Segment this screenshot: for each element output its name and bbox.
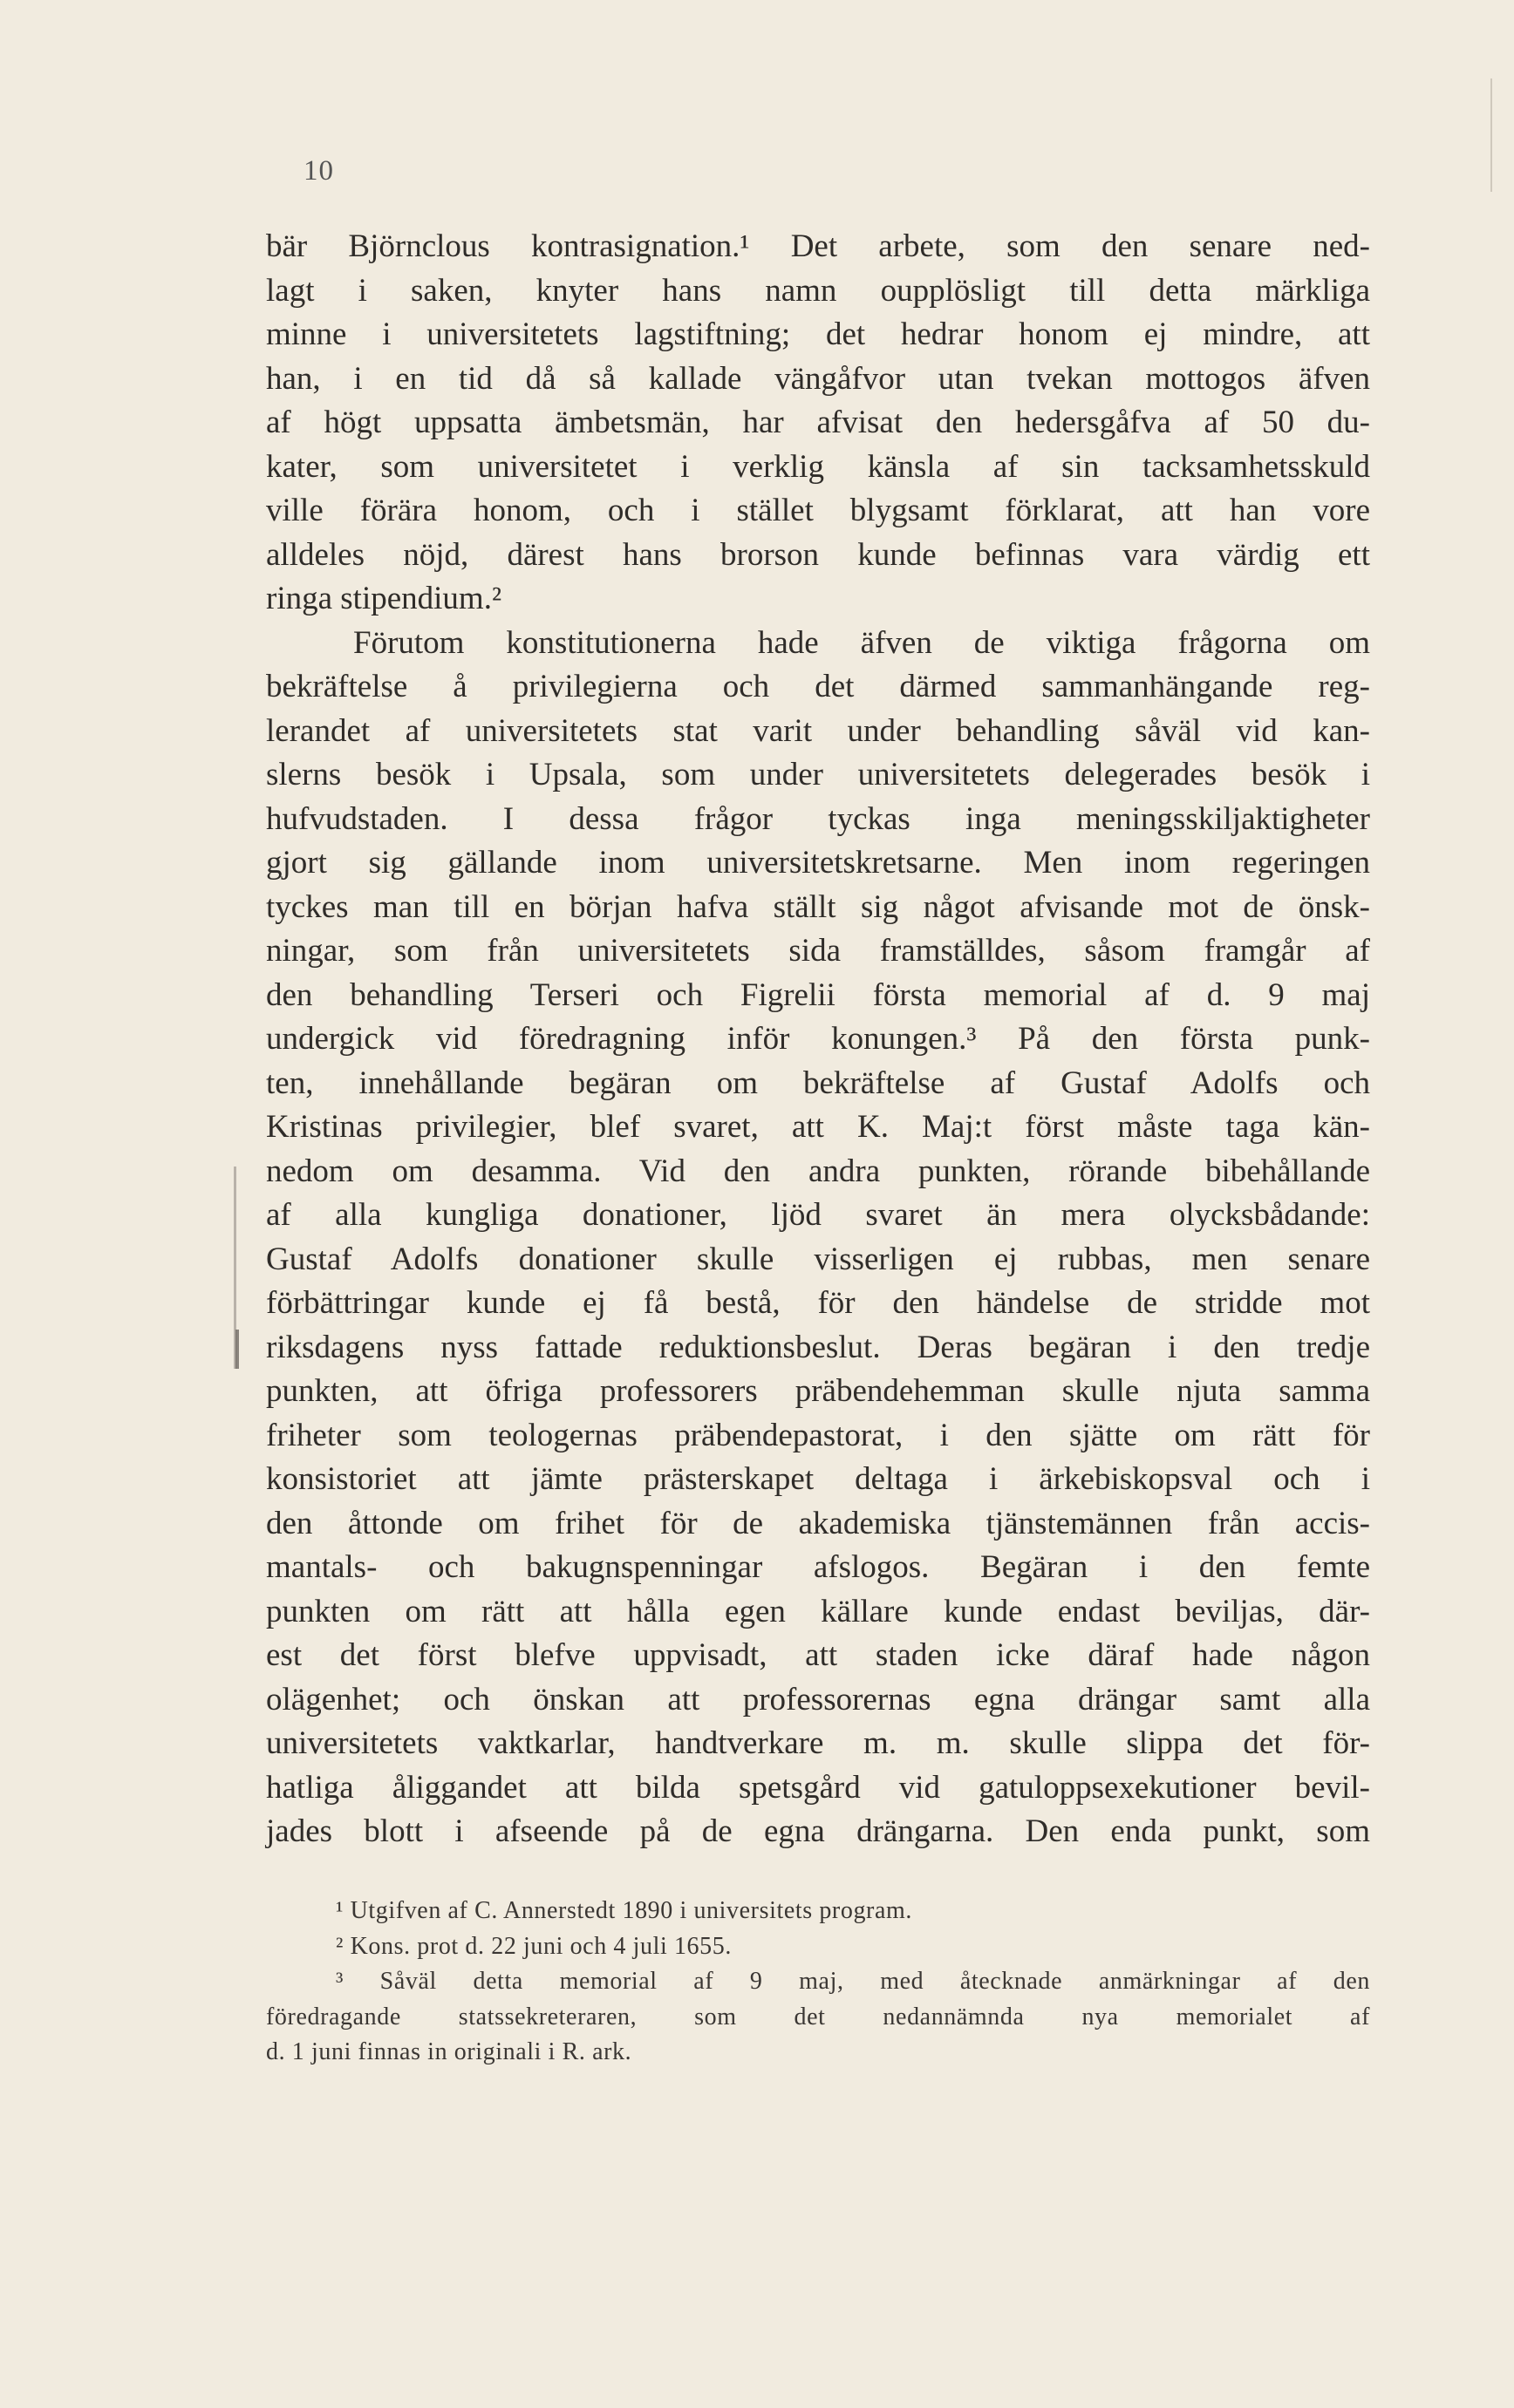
text-line: friheter som teologernas präbendepastorat, i den sjätte om rätt för xyxy=(266,1417,1370,1453)
text-line: universitetets vaktkarlar, handtverkare m. m. skulle slippa det för- xyxy=(266,1725,1370,1761)
text-line: olägenhet; och önskan att professorernas egna drängar samt alla xyxy=(266,1681,1370,1718)
text-line: lagt i saken, knyter hans namn oupplösligt till detta märkliga xyxy=(266,272,1370,309)
text-line: punkten, att öfriga professorers präbendehemman skulle njuta samma xyxy=(266,1373,1370,1409)
footnote-3-continued: d. 1 juni finnas in originali i R. ark. xyxy=(266,2038,632,2065)
text-line: ringa stipendium.² xyxy=(266,581,502,616)
text-line: ningar, som från universitetets sida framställdes, såsom framgår af xyxy=(266,933,1370,969)
text-line: af högt uppsatta ämbetsmän, har afvisat den hedersgåfva af 50 du- xyxy=(266,405,1370,440)
page-edge-shadow xyxy=(1490,78,1492,192)
text-line: undergick vid föredragning inför konungen.³ På den första punk- xyxy=(266,1021,1370,1057)
text-line: Kristinas privilegier, blef svaret, att K. Maj:t först måste taga kän- xyxy=(266,1109,1370,1145)
text-line: bär Björnclous kontrasignation.¹ Det arbete, som den senare ned- xyxy=(266,228,1370,264)
text-line: nedom om desamma. Vid den andra punkten, rörande bibehållande xyxy=(266,1153,1370,1189)
text-line: kater, som universitetet i verklig känsla af sin tacksamhetsskuld xyxy=(266,448,1370,485)
text-line: punkten om rätt att hålla egen källare kunde endast beviljas, där- xyxy=(266,1593,1370,1629)
text-line: bekräftelse å privilegierna och det därmed sammanhängande reg- xyxy=(266,669,1370,704)
text-line: jades blott i afseende på de egna drängarna. Den enda punkt, som xyxy=(266,1813,1370,1849)
text-line: ten, innehållande begäran om bekräftelse af Gustaf Adolfs och xyxy=(266,1065,1370,1101)
text-line: konsistoriet att jämte prästerskapet deltaga i ärkebiskopsval och i xyxy=(266,1461,1370,1497)
text-line: den behandling Terseri och Figrelii första memorial af d. 9 maj xyxy=(266,976,1370,1013)
text-line: riksdagens nyss fattade reduktionsbeslut. Deras begäran i den tredje xyxy=(266,1329,1370,1365)
text-line: den åttonde om frihet för de akademiska tjänstemännen från accis- xyxy=(266,1505,1370,1541)
text-line: hatliga åliggandet att bilda spetsgård vid gatuloppsexekutioner bevil- xyxy=(266,1769,1370,1806)
page-number: 10 xyxy=(303,155,334,187)
text-line: Gustaf Adolfs donationer skulle visserligen ej rubbas, men senare xyxy=(266,1241,1370,1277)
text-line: mantals- och bakugnspenningar afslogos. Begäran i den femte xyxy=(266,1549,1370,1585)
text-line: förbättringar kunde ej få bestå, för den händelse de stridde mot xyxy=(266,1285,1370,1321)
text-line: han, i en tid då så kallade vängåfvor utan tvekan mottogos äfven xyxy=(266,360,1370,397)
text-line: minne i universitetets lagstiftning; det hedrar honom ej mindre, att xyxy=(266,316,1370,352)
text-line: lerandet af universitetets stat varit under behandling såväl vid kan- xyxy=(266,712,1370,749)
text-line: tyckes man till en början hafva ställt sig något afvisande mot de önsk- xyxy=(266,888,1370,925)
footnote-1: ¹ Utgifven af C. Annerstedt 1890 i universitets program. xyxy=(336,1897,912,1924)
footnote-2: ² Kons. prot d. 22 juni och 4 juli 1655. xyxy=(336,1932,732,1960)
footnote-3: ³ Såväl detta memorial af 9 maj, med åtecknade anmärkningar af den xyxy=(336,1968,1370,1995)
text-line: alldeles nöjd, därest hans brorson kunde befinnas vara värdig ett xyxy=(266,536,1370,573)
text-line: af alla kungliga donationer, ljöd svaret än mera olycksbådande: xyxy=(266,1197,1370,1233)
text-line: est det först blefve uppvisadt, att staden icke däraf hade någon xyxy=(266,1637,1370,1673)
text-line: gjort sig gällande inom universitetskretsarne. Men inom regeringen xyxy=(266,845,1370,881)
footnote-3-continued: föredragande statssekreteraren, som det nedannämnda nya memorialet af xyxy=(266,2003,1370,2030)
footnotes xyxy=(266,1894,1370,2071)
body-text xyxy=(266,225,1370,1854)
text-line: hufvudstaden. I dessa frågor tyckas inga meningsskiljaktigheter xyxy=(266,800,1370,837)
text-line: slerns besök i Upsala, som under universitetets delegerades besök i xyxy=(266,757,1370,792)
margin-mark xyxy=(235,1330,239,1369)
paragraph-start-line: Förutom konstitutionerna hade äfven de viktiga frågorna om xyxy=(353,624,1370,661)
text-line: ville förära honom, och i stället blygsamt förklarat, att han vore xyxy=(266,493,1370,528)
